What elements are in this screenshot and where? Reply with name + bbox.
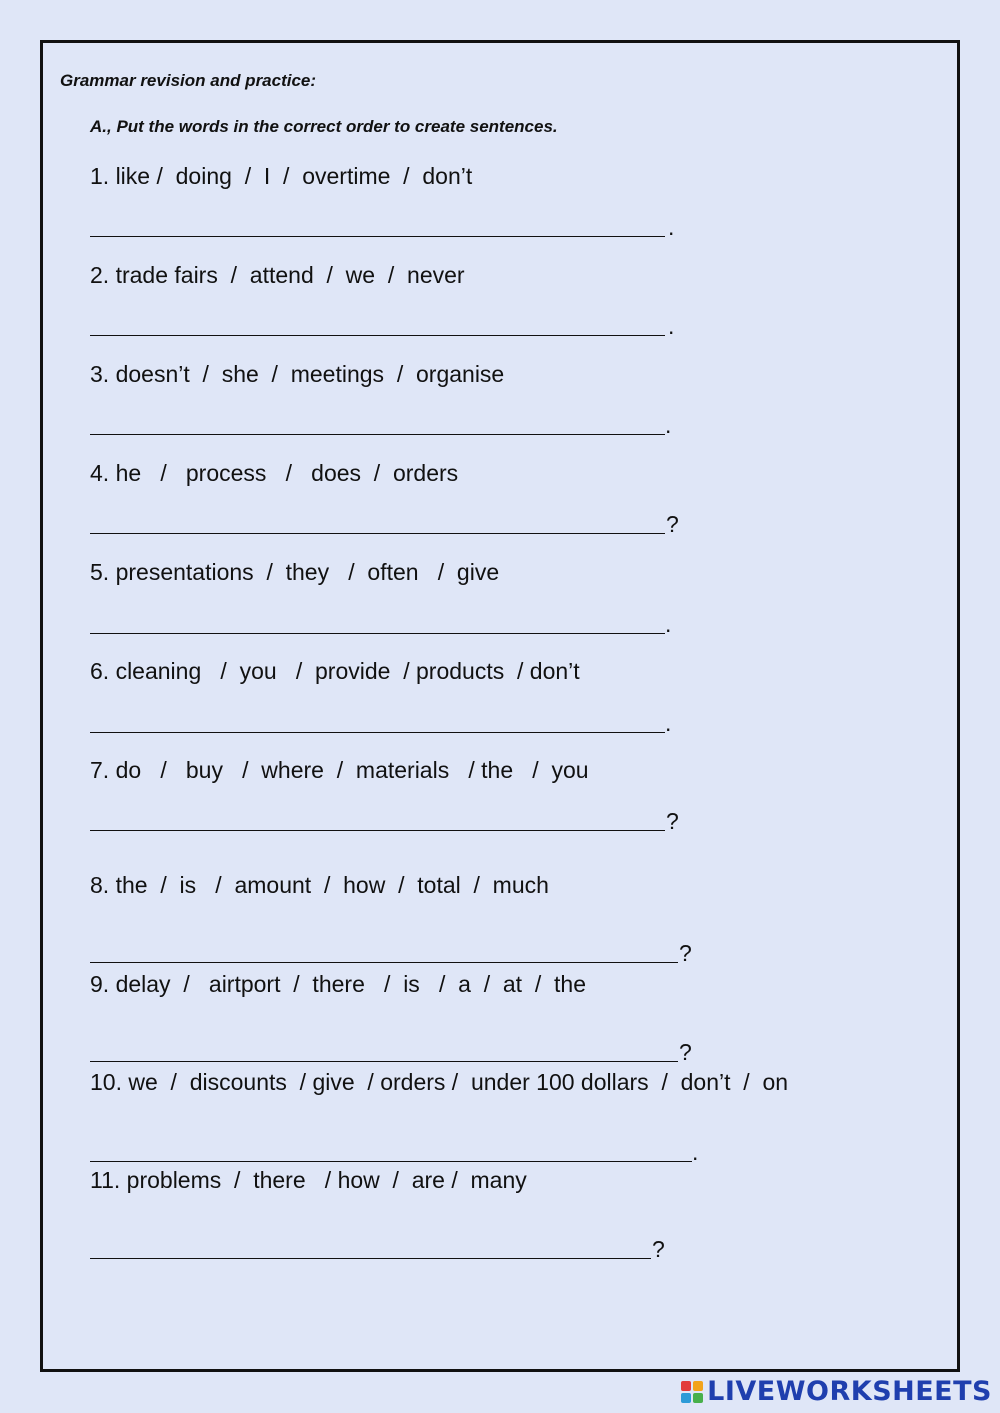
- answer-field-7[interactable]: [90, 801, 690, 834]
- logo-block: [693, 1381, 703, 1391]
- logo-block: [681, 1393, 691, 1403]
- question-prompt-2: 2. trade fairs / attend / we / never: [90, 262, 465, 288]
- answer-field-1[interactable]: [90, 207, 690, 240]
- answer-field-3[interactable]: [90, 405, 690, 438]
- answer-field-11[interactable]: [90, 1229, 680, 1262]
- answer-line: [90, 633, 665, 634]
- end-punctuation: ?: [679, 940, 692, 966]
- end-punctuation: .: [665, 710, 672, 736]
- end-punctuation: ?: [652, 1236, 665, 1262]
- exercise-instruction: A., Put the words in the correct order to create sentences.: [90, 117, 558, 136]
- worksheet-title: Grammar revision and practice:: [60, 71, 317, 90]
- answer-line: [90, 434, 665, 435]
- logo-block: [681, 1381, 691, 1391]
- answer-field-9[interactable]: [90, 1032, 700, 1065]
- answer-line: [90, 533, 665, 534]
- answer-field-10[interactable]: [90, 1132, 710, 1165]
- end-punctuation: .: [665, 611, 672, 637]
- logo-blocks-icon: [681, 1381, 703, 1403]
- answer-line: [90, 1061, 678, 1062]
- question-prompt-6: 6. cleaning / you / provide / products / don’t: [90, 658, 580, 684]
- end-punctuation: ?: [666, 808, 679, 834]
- question-prompt-1: 1. like / doing / I / overtime / don’t: [90, 163, 473, 189]
- liveworksheets-logo: [681, 1376, 992, 1407]
- answer-field-2[interactable]: [90, 306, 690, 339]
- question-prompt-5: 5. presentations / they / often / give: [90, 559, 500, 585]
- answer-field-4[interactable]: [90, 504, 690, 537]
- question-prompt-10: 10. we / discounts / give / orders / under 100 dollars / don’t / on: [90, 1069, 789, 1095]
- end-punctuation: ?: [666, 511, 679, 537]
- question-prompt-9: 9. delay / airtport / there / is / a / at / the: [90, 971, 586, 997]
- logo-block: [693, 1393, 703, 1403]
- logo-wordmark: LIVEWORKSHEETS: [707, 1376, 992, 1407]
- end-punctuation: .: [668, 214, 675, 240]
- answer-line: [90, 830, 665, 831]
- answer-field-6[interactable]: [90, 703, 690, 736]
- question-prompt-8: 8. the / is / amount / how / total / much: [90, 872, 549, 898]
- question-prompt-4: 4. he / process / does / orders: [90, 460, 459, 486]
- answer-field-8[interactable]: [90, 933, 700, 966]
- end-punctuation: .: [668, 313, 675, 339]
- answer-line: [90, 236, 665, 237]
- end-punctuation: ?: [679, 1039, 692, 1065]
- end-punctuation: .: [665, 412, 672, 438]
- question-prompt-3: 3. doesn’t / she / meetings / organise: [90, 361, 505, 387]
- answer-line: [90, 732, 665, 733]
- answer-line: [90, 962, 678, 963]
- answer-line: [90, 335, 665, 336]
- answer-line: [90, 1258, 651, 1259]
- end-punctuation: .: [692, 1139, 699, 1165]
- question-prompt-11: 11. problems / there / how / are / many: [90, 1167, 527, 1193]
- answer-line: [90, 1161, 692, 1162]
- answer-field-5[interactable]: [90, 604, 690, 637]
- question-prompt-7: 7. do / buy / where / materials / the / you: [90, 757, 589, 783]
